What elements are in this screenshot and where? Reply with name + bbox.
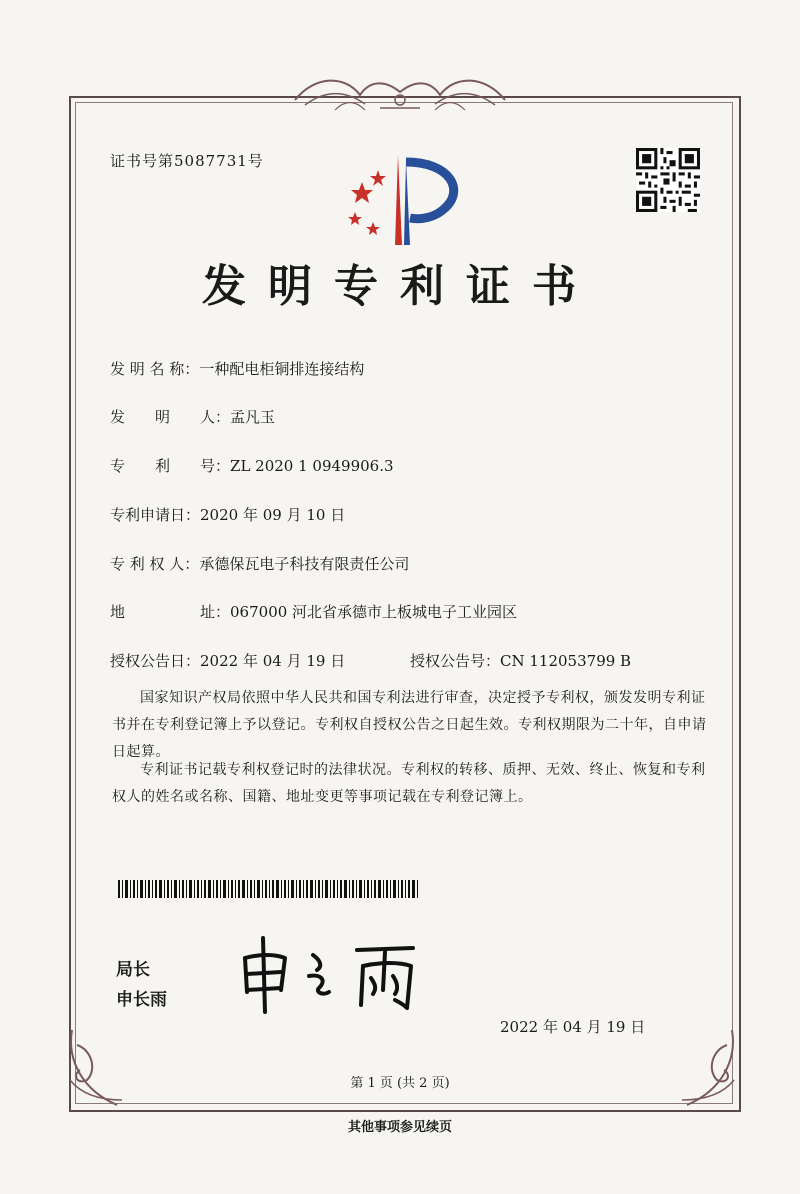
field-label: 专利申请日： — [110, 506, 201, 524]
field-value: ZL 2020 1 0949906.3 — [230, 457, 394, 475]
field-value: 承德保瓦电子科技有限责任公司 — [199, 555, 410, 573]
field-label: 发 明 名 称： — [110, 360, 200, 378]
signature-image — [235, 930, 425, 1015]
field-label: 授权公告日： — [110, 652, 201, 670]
field-patent-number — [110, 455, 394, 476]
barcode-icon — [118, 880, 418, 898]
field-value: 2022 年 04 月 19 日 — [200, 652, 346, 670]
bottom-right-ornament — [672, 1020, 742, 1110]
director-name: 申长雨 — [116, 990, 167, 1010]
field-label: 授权公告号： — [410, 652, 501, 670]
top-ornament — [285, 70, 515, 120]
statement-paragraph-1: 国家知识产权局依照中华人民共和国专利法进行审查，决定授予专利权，颁发发明专利证书并在专利登记簿上予以登记。专利权自授权公告之日起生效。专利权期限为二十年，自申请日起算。 — [112, 690, 707, 760]
field-invention-name — [110, 358, 364, 379]
page-number: 第 1 页 (共 2 页) — [350, 1076, 450, 1091]
statement-paragraph-2: 专利证书记载专利权登记时的法律状况。专利权的转移、质押、无效、终止、恢复和专利权人的姓名或名称、国籍、地址变更等事项记载在专利登记簿上。 — [112, 762, 706, 805]
field-patentee — [110, 553, 409, 574]
field-label: 专 利 权 人： — [110, 555, 200, 573]
field-value: CN 112053799 B — [500, 652, 632, 670]
field-application-date — [110, 504, 345, 525]
cnipa-logo-icon — [340, 150, 465, 250]
certificate-number: 证书号第5087731号 — [110, 152, 264, 170]
field-label: 发 明 人： — [110, 408, 231, 426]
continued-note: 其他事项参见续页 — [347, 1120, 452, 1135]
field-value: 067000 河北省承德市上板城电子工业园区 — [230, 603, 518, 621]
field-label: 专 利 号： — [110, 457, 231, 475]
qr-code-icon — [636, 148, 700, 212]
director-title: 局长 — [116, 960, 150, 980]
field-label: 地 址： — [110, 603, 231, 621]
field-address — [110, 601, 517, 622]
field-value: 一种配电柜铜排连接结构 — [199, 360, 365, 378]
bottom-left-ornament — [62, 1020, 132, 1110]
certificate-title: 发明专利证书 — [202, 261, 598, 312]
issue-date: 2022 年 04 月 19 日 — [500, 1018, 646, 1036]
field-grant-date — [110, 650, 345, 671]
field-inventor — [110, 406, 275, 427]
field-value: 2020 年 09 月 10 日 — [200, 506, 346, 524]
field-value: 孟凡玉 — [230, 408, 276, 426]
field-grant-publication-number — [410, 650, 631, 671]
